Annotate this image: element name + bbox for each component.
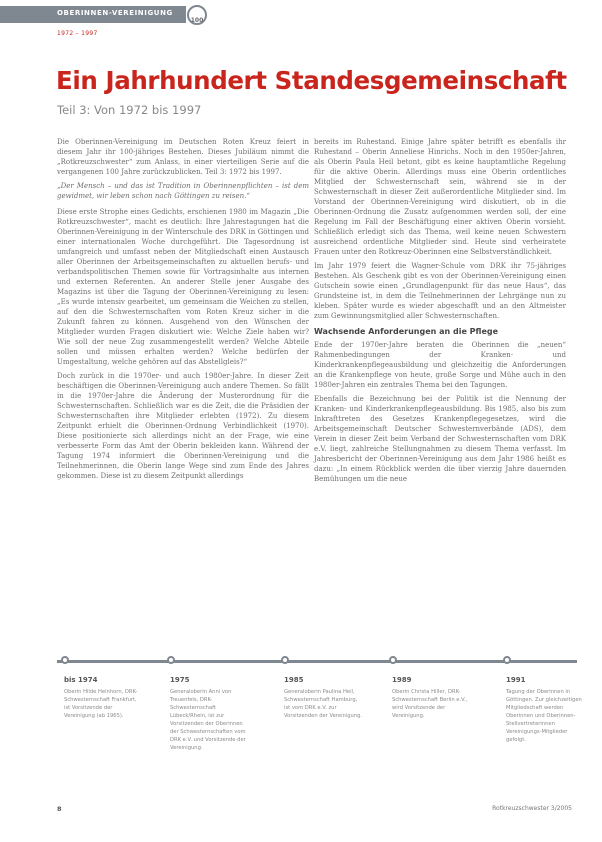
timeline-dot [389,656,397,664]
section-heading: Wachsende Anforderungen an die Pflege [314,327,499,336]
left-column [57,137,309,485]
right-column [314,137,566,488]
body-paragraph: Ebenfalls die Bezeichnung bei der Politik ist die Nennung der Kranken- und Kinderkrankenpflegeausbildung. Bis 1985, also bis zum Inkrafttreten des Gesetzes Krankenpflegegesetzes, wird die Arbeitsgemeinschaft Deutscher Schwesternverbände (ADS), dem Verein in dieser Zeit beim Verband der Schwesternschaften vom DRK e.V. liegt, zahlreiche Stellungnahmen zu diesem Thema verfasst. Im Jahresbericht der Oberinnen-Vereinigung aus dem Jahr 1986 heißt es dazu: „In einem Rückblick werden die über vierzig Jahre dauernden Bemühungen um die neue [314,395,566,483]
timeline-year: bis 1974 [64,676,98,684]
timeline-entry [506,676,586,744]
timeline-dot [281,656,289,664]
timeline-year: 1991 [506,676,526,684]
timeline-year: 1985 [284,676,304,684]
section-label: OBERINNEN-VEREINIGUNG [57,9,173,17]
timeline-year: 1975 [170,676,190,684]
body-paragraph: bereits im Ruhestand. Einige Jahre später betrifft es ebenfalls ihr Ruhestand – Oberin Anneliese Hinrichs. Noch in den 1950er-Jahren, als Oberin Paula Heil betont, gibt es keine hauptamtliche Regelung für die aktive Oberin. Allerdings muss eine Oberin ordentliches Mitglied der Schwesternschaft sein, während sie in der Schwesternschaft in dieser Zeit außerordentliche Mitglieder sind. Im Vorstand der Oberinnen-Vereinigung wird diskutiert, ob in die Oberinnen-Ordnung die Zusatz aufgenommen werden soll, der eine Regelung im Fall der Beschäftigung einer aktiven Oberin vorsieht. Schließlich erledigt sich das Thema, weil keine neuen Schwestern ausreichend ordentliche Mitglieder sind. Heute sind verheiratete Frauen unter den Rotkreuz-Oberinnen eine Selbstverständlichkeit. [314,138,566,256]
body-paragraph: Im Jahr 1979 feiert die Wagner-Schule vom DRK ihr 75-jähriges Bestehen. Als Geschenk gibt es von der Oberinnen-Vereinigung einen Gutschein sowie einen „Grundlagenpunkt für das neue Haus“, das Grundsteine ist, in dem die Teilnehmerinnen der Lehrgänge nun zu kleben. Später wurde es wieder abgeschafft und an den Altmeister zum Gewinnungsmitglied aller Schwesternschaften. [314,262,566,320]
article-subtitle: Teil 3: Von 1972 bis 1997 [57,103,202,117]
timeline-dot [503,656,511,664]
timeline-entry [170,676,250,752]
body-paragraph: Ende der 1970er-Jahre beraten die Oberinnen die „neuen“ Rahmenbedingungen der Kranken- und Kinderkrankenpflegeausbildung und gleichzeitig die Anforderungen an die Krankenpflege von heute, große Sorge und Mühe auch in den 1980er-Jahren ein zentrales Thema bei den Tagungen. [314,341,566,389]
article-title: Ein Jahrhundert Standesgemeinschaft [56,66,567,95]
timeline-entry [392,676,472,720]
timeline-year: 1989 [392,676,412,684]
timeline-text: Generaloberin Anni von Treuenfels, DRK-Schwesternschaft Lübeck/Rhein, ist zur Vorsitzenden der Oberinnen der Schwesternschaften vom DRK e.V. und Vorsitzende der Vereinigung. [170,689,246,751]
timeline-text: Oberin Christa Hiller, DRK-Schwesternschaft Berlin e.V., wird Vorsitzende der Vereinigung. [392,689,468,719]
anniversary-badge [187,5,207,25]
page-number: 8 [57,805,62,813]
timeline-text: Tagung der Oberinnen in Göttingen. Zur gleichzeitigen Mitgliedschaft werden Oberinnen und Oberinnen-Stellvertreterinnen Vereinigungs-Mitglieder gefolgt. [506,689,582,743]
body-paragraph: Doch zurück in die 1970er- und auch 1980er-Jahre. In dieser Zeit beschäftigen die Oberinnen-Vereinigung auch andere Themen. So fällt in die 1970er-Jahre die Änderung der Musterordnung für die Schwesternschaften. Schließlich war es die Zeit, die die Präsidien der Schwesternschaften ihre Mitglieder erlebten (1972). Zu diesem Zeitpunkt erhielt die Oberinnen-Ordnung Verbindlichkeit (1970). Diese positionierte sich allerdings nicht an der Frage, wie eine verbesserte Form das Amt der Oberin bekleiden kann. Während der Tagung 1974 informiert die Oberinnen-Vereinigung und die Teilnehmerinnen, die Oberin lange Wege sind zum Ende des Jahres gekommen. Diese ist zu diesem Zeitpunkt allerdings [57,372,309,480]
period-kicker: 1972 – 1997 [57,30,98,37]
timeline-line [57,660,577,663]
timeline-dot [167,656,175,664]
timeline-text: Oberin Hilde Heinhorn, DRK-Schwesternschaft Frankfurt, ist Vorsitzende der Vereinigung (ab 1965). [64,689,138,719]
body-paragraph: Diese erste Strophe eines Gedichts, erschienen 1980 im Magazin „Die Rotkreuzschwester“, macht es deutlich: Ihre Jahrestagungen hat die Oberinnen-Vereinigung in der Winterschule des DRK in Göttingen und einer internationalen Woche durchgeführt. Die Tagesordnung ist umfangreich und umfasst neben der Mitgliedschaft einen Austausch aller Oberinnen der Arbeitsgemeinschaften zu aktuellen berufs- und verbandspolitischen Themen sowie für Vortragsinhalte aus internen und externen Referenten. An anderer Stelle jener Ausgabe des Magazins ist über die Tagung der Oberinnen-Vereinigung zu lesen: „Es wurde intensiv gearbeitet, um gemeinsam die Weichen zu stellen, auf den die Schwesternschaften vom Roten Kreuz sicher in die Zukunft fahren zu können. Ausgehend von den Wünschen der Mitglieder wurden Fragen diskutiert wie: Welche Ziele haben wir? Wie soll der neue Zug zusammengestellt werden? Welche Abteile sollen und müssen erhalten werden? Welche bedürfen der Umgestaltung, welche gehören auf das Abstellgleis?“ [57,208,309,366]
anniversary-badge-number: 100 [190,17,204,24]
timeline-entry [284,676,364,720]
poem-quote: „Der Mensch – und das ist Tradition in Oberinnenpflichten – ist dem gewidmet, wir leben schon nach Göttingen zu reisen.“ [57,182,309,200]
magazine-issue: Rotkreuzschwester 3/2005 [492,805,572,812]
timeline-text: Generaloberin Paulina Heil, Schwesternschaft Hamburg, ist vom DRK e.V. zur Vorsitzenden der Vereinigung. [284,689,363,719]
timeline-dot [61,656,69,664]
intro-paragraph: Die Oberinnen-Vereinigung im Deutschen Roten Kreuz feiert in diesem Jahr ihr 100-jähriges Bestehen. Dieses Jubiläum nimmt die „Rotkreuzschwester“ zum Anlass, in einer vierteiligen Serie auf die vergangenen 100 Jahre zurückzublicken. Teil 3: 1972 bis 1997. [57,138,309,176]
timeline-entry [64,676,144,720]
